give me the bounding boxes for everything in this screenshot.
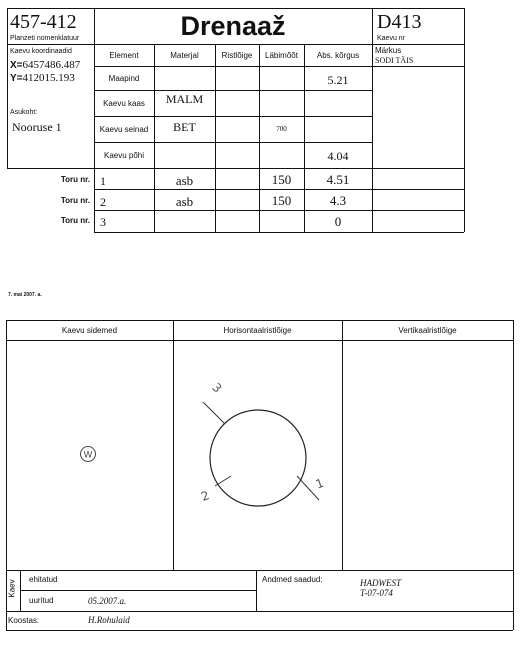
side-label: Kaev (7, 579, 17, 598)
surveyed-value: 05.2007.a. (88, 596, 127, 606)
date-note: 7. mai 2007. a. (8, 292, 42, 298)
pipe-line-3 (203, 402, 225, 424)
row-element: Kaevu põhi (103, 150, 145, 160)
well-id: D413 (377, 11, 422, 33)
pipe-number: 1 (100, 174, 106, 188)
pipe-label: Toru nr. (60, 175, 90, 184)
note-value: SODI TÄIS (375, 56, 414, 65)
row-diameter: 700 (276, 125, 287, 133)
coordinate-x: X=6457486.487 (10, 59, 81, 71)
pipe-label-2: 2 (199, 488, 212, 504)
pipe-material: asb (175, 172, 194, 188)
author-value: H.Rohulaid (88, 615, 130, 625)
pipe-line-2 (215, 476, 231, 486)
surveyed-label: uuritud (29, 596, 54, 605)
row-element: Kaevu kaas (103, 98, 145, 108)
row-material: BET (173, 119, 196, 134)
data-source-value-2: T-07-074 (360, 588, 393, 598)
data-source-label: Andmed saadud: (262, 575, 323, 584)
location-label: Asukoht: (10, 109, 38, 116)
pipe-number: 3 (100, 215, 106, 229)
col-diameter: Läbimõõt (265, 50, 298, 60)
pipe-label: Toru nr. (60, 216, 90, 225)
col-material: Materjal (170, 50, 199, 60)
page-title: Drenaaž (180, 11, 286, 41)
pipe-abs: 4.3 (329, 192, 347, 208)
well-id-label: Kaevu nr (377, 35, 406, 42)
built-label: ehitatud (29, 575, 58, 584)
col-abs-height: Abs. kõrgus (316, 50, 360, 60)
col-element: Element (109, 50, 139, 60)
pipe-label-1: 1 (313, 475, 326, 492)
col-cross-section: Ristlõige (221, 50, 253, 60)
pipe-material: asb (175, 193, 194, 209)
pipe-abs: 4.51 (326, 171, 350, 187)
pipe-label: Toru nr. (60, 196, 90, 205)
sheet-number: 457-412 (10, 11, 77, 33)
horizontal-sketch (173, 340, 342, 570)
coordinates-label: Kaevu koordinaadid (10, 48, 72, 55)
row-element: Maapind (108, 73, 140, 83)
section-well-links: Kaevu sidemed (61, 325, 118, 335)
pipe-number: 2 (100, 195, 106, 209)
pipe-abs: 0 (334, 213, 342, 229)
well-symbol-letter: W (83, 449, 93, 460)
well-circle (210, 410, 306, 506)
row-abs: 4.04 (327, 148, 349, 163)
section-horizontal-cross-section: Horisontaalristlõige (223, 325, 292, 335)
col-note: Märkus (375, 46, 402, 55)
well-symbol (79, 445, 97, 463)
section-vertical-cross-section: Vertikaalristlõige (398, 325, 457, 335)
sheet-number-label: Planzeti nomenklatuur (10, 35, 80, 42)
pipe-diameter: 150 (271, 171, 292, 187)
pipe-label-3: 3 (209, 380, 225, 396)
data-source-value-1: HADWEST (360, 578, 401, 588)
pipe-diameter: 150 (271, 192, 292, 208)
author-label: Koostas: (8, 616, 40, 625)
row-element: Kaevu seinad (99, 124, 149, 134)
row-abs: 5.21 (327, 72, 349, 87)
row-material: MALM (165, 91, 204, 106)
location-value: Nooruse 1 (12, 120, 62, 134)
coordinate-y: Y=412015.193 (10, 72, 75, 84)
